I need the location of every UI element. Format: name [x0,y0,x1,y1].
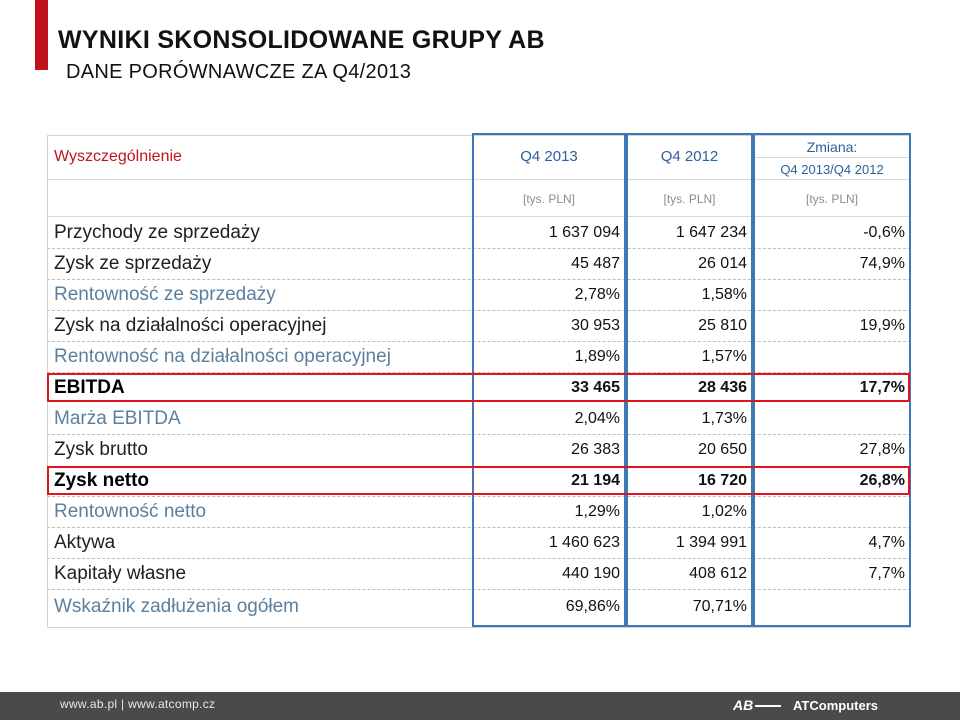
value-change: 27,8% [859,441,905,458]
value-q4-2012: 28 436 [698,379,747,396]
column-header-q4-2013: Q4 2013 [520,148,578,165]
row-label: Wskaźnik zadłużenia ogółem [54,596,300,617]
value-change: 17,7% [859,379,905,396]
svg-text:AB: AB [733,697,754,713]
value-q4-2013: 45 487 [571,255,620,272]
value-q4-2012: 1,57% [701,348,747,365]
value-q4-2012: 408 612 [689,565,747,582]
value-q4-2013: 1 460 623 [548,534,620,551]
footer-brand: ATComputers [793,698,878,713]
value-q4-2013: 2,78% [574,286,620,303]
value-q4-2013: 33 465 [571,379,620,396]
value-q4-2012: 1,73% [701,410,747,427]
value-q4-2013: 26 383 [571,441,620,458]
value-change: 19,9% [859,317,905,334]
value-q4-2013: 30 953 [571,317,620,334]
value-q4-2013: 21 194 [571,472,620,489]
row-label: Rentowność na działalności operacyjnej [54,346,391,367]
row-label: Aktywa [54,532,116,553]
column-header-change: Zmiana: [806,139,858,155]
value-q4-2012: 1 394 991 [675,534,747,551]
value-q4-2013: 69,86% [565,598,620,615]
row-label: Przychody ze sprzedaży [54,222,260,243]
value-change: 7,7% [868,565,905,582]
row-label: Rentowność netto [54,501,207,522]
value-q4-2012: 20 650 [698,441,747,458]
value-change: 26,8% [859,472,905,489]
unit-label-q4-2012: [tys. PLN] [663,192,716,206]
unit-label-change: [tys. PLN] [805,192,858,206]
net-profit-highlight-box [47,466,910,495]
row-label: Marża EBITDA [54,408,181,429]
value-q4-2013: 1,29% [574,503,620,520]
value-q4-2013: 440 190 [562,565,620,582]
value-q4-2012: 1,02% [701,503,747,520]
value-q4-2013: 2,04% [574,410,620,427]
label-column-header: Wyszczególnienie [54,148,182,165]
value-q4-2012: 1 647 234 [675,224,747,241]
ebitda-highlight-box [47,373,910,402]
value-change: 74,9% [859,255,905,272]
value-change: -0,6% [863,224,905,241]
page-title: WYNIKI SKONSOLIDOWANE GRUPY AB [58,26,545,54]
value-q4-2012: 1,58% [701,286,747,303]
value-q4-2013: 1 637 094 [548,224,620,241]
row-label: Kapitały własne [54,563,187,584]
footer-links[interactable]: www.ab.pl | www.atcomp.cz [60,697,216,711]
value-q4-2012: 25 810 [698,317,747,334]
row-label: Zysk na działalności operacyjnej [54,315,327,336]
value-q4-2012: 70,71% [692,598,747,615]
column-header-q4-2012: Q4 2012 [660,148,719,165]
row-label: Rentowność ze sprzedaży [54,284,276,305]
title-accent-bar [35,0,48,70]
column-header-change-period: Q4 2013/Q4 2012 [780,162,884,177]
unit-label-q4-2013: [tys. PLN] [522,192,575,206]
row-label: Zysk brutto [54,439,148,460]
value-q4-2012: 26 014 [698,255,747,272]
row-label: Zysk netto [54,470,150,491]
value-q4-2013: 1,89% [574,348,620,365]
row-label: Zysk ze sprzedaży [54,253,212,274]
page-subtitle: DANE PORÓWNAWCZE ZA Q4/2013 [66,61,412,83]
value-q4-2012: 16 720 [698,472,747,489]
value-change: 4,7% [868,534,905,551]
row-label: EBITDA [54,377,125,398]
ab-logo-icon [733,697,785,713]
